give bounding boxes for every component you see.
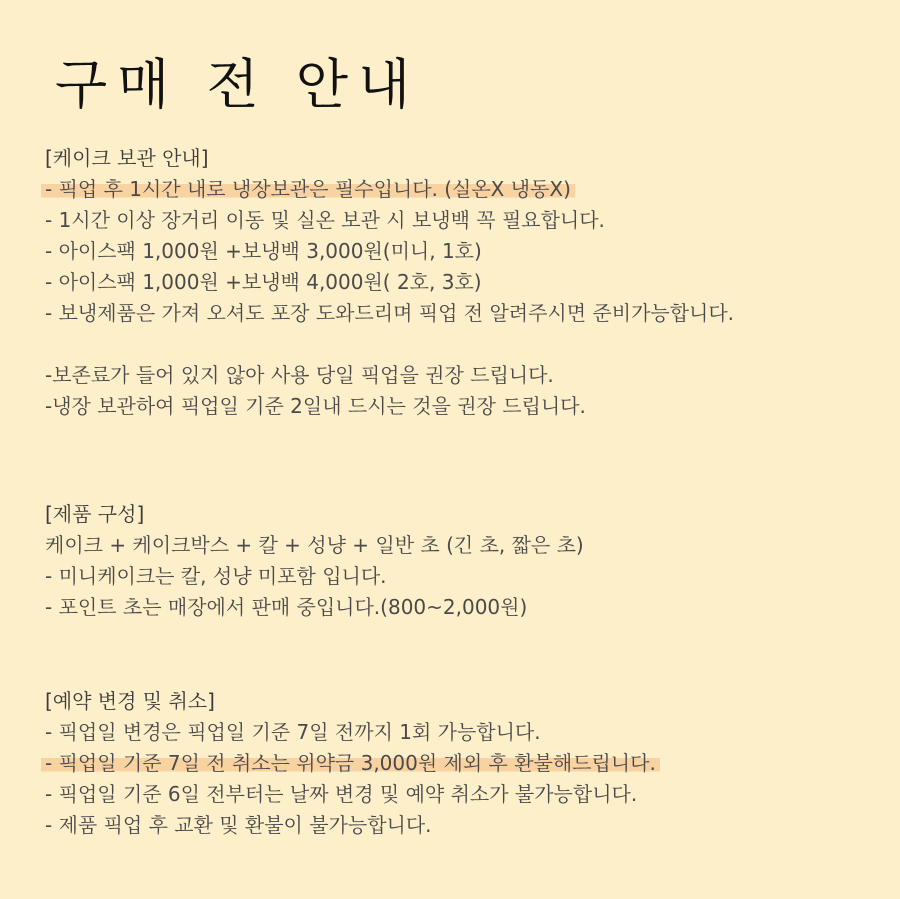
reservation-line: - 제품 픽업 후 교환 및 환불이 불가능합니다. xyxy=(45,813,432,837)
highlighted-text: - 픽업일 기준 7일 전 취소는 위약금 3,000원 제외 후 환불해드립니다. xyxy=(41,751,660,775)
page-title: 구매 전 안내 xyxy=(55,53,421,116)
storage-note: -냉장 보관하여 픽업일 기준 2일내 드시는 것을 권장 드립니다. xyxy=(45,394,586,418)
composition-line: - 미니케이크는 칼, 성냥 미포함 입니다. xyxy=(45,564,387,588)
storage-line: - 아이스팩 1,000원 +보냉백 3,000원(미니, 1호) xyxy=(45,239,482,263)
reservation-line xyxy=(45,748,875,779)
reservation-line: - 픽업일 변경은 픽업일 기준 7일 전까지 1회 가능합니다. xyxy=(45,720,541,744)
reservation-heading: [예약 변경 및 취소] xyxy=(45,689,215,713)
spacer xyxy=(45,329,875,360)
composition-section xyxy=(45,499,875,623)
storage-line: - 1시간 이상 장거리 이동 및 실온 보관 시 보냉백 꼭 필요합니다. xyxy=(45,208,605,232)
storage-heading: [케이크 보관 안내] xyxy=(45,146,209,170)
composition-line: - 포인트 초는 매장에서 판매 중입니다.(800~2,000원) xyxy=(45,595,528,619)
storage-note: -보존료가 들어 있지 않아 사용 당일 픽업을 권장 드립니다. xyxy=(45,363,554,387)
storage-line xyxy=(45,174,875,205)
storage-line: - 아이스팩 1,000원 +보냉백 4,000원( 2호, 3호) xyxy=(45,270,482,294)
storage-line: - 보냉제품은 가져 오셔도 포장 도와드리며 픽업 전 알려주시면 준비가능합니다. xyxy=(45,301,735,325)
storage-section xyxy=(45,143,875,422)
composition-heading: [제품 구성] xyxy=(45,502,145,526)
reservation-section xyxy=(45,686,875,841)
composition-line: 케이크 + 케이크박스 + 칼 + 성냥 + 일반 초 (긴 초, 짧은 초) xyxy=(45,533,584,557)
highlighted-text: - 픽업 후 1시간 내로 냉장보관은 필수입니다. (실온X 냉동X) xyxy=(41,177,575,201)
reservation-line: - 픽업일 기준 6일 전부터는 날짜 변경 및 예약 취소가 불가능합니다. xyxy=(45,782,638,806)
